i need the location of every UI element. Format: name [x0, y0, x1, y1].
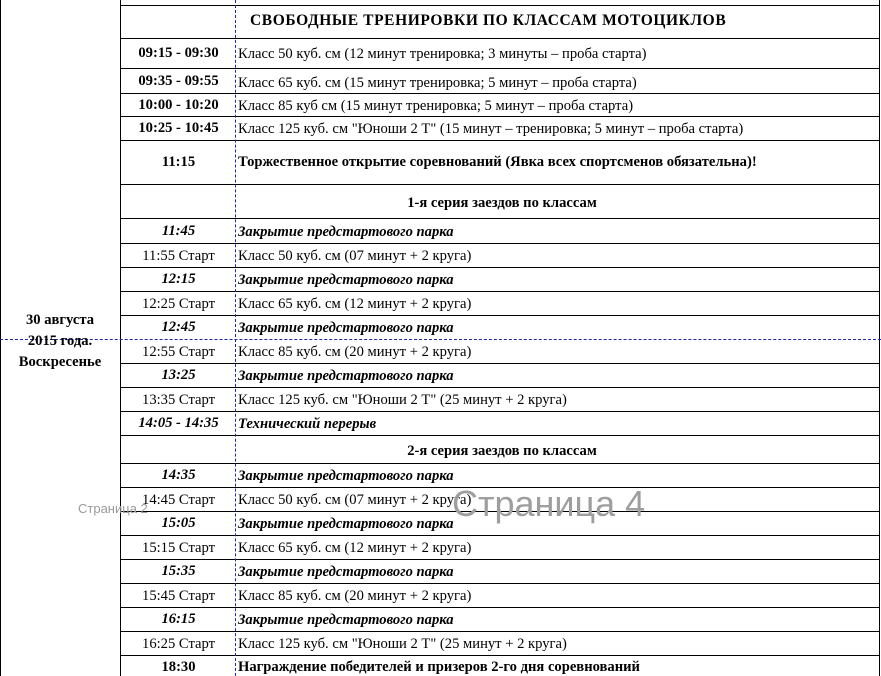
row-line [120, 38, 880, 39]
row-time: 14:45 Старт [142, 492, 215, 508]
row-line [120, 267, 880, 268]
row-description: Закрытие предстартового парка [238, 516, 454, 532]
row-line [120, 463, 880, 464]
row-time: 16:15 [161, 611, 196, 627]
row-line [120, 140, 880, 141]
row-description: Класс 85 куб. см (20 минут + 2 круга) [238, 588, 472, 604]
row-line [120, 387, 880, 388]
row-line [120, 291, 880, 292]
row-description: Закрытие предстартового парка [238, 224, 454, 240]
row-description: Закрытие предстартового парка [238, 564, 454, 580]
row-time: 12:15 [161, 271, 196, 287]
row-line [120, 535, 880, 536]
row-time: 15:45 Старт [142, 588, 215, 604]
series-heading: 1-я серия заездов по классам [407, 195, 597, 211]
section-title: СВОБОДНЫЕ ТРЕНИРОВКИ ПО КЛАССАМ МОТОЦИКЛОВ [250, 12, 727, 29]
row-time: 15:15 Старт [142, 540, 215, 556]
row-line [120, 184, 880, 185]
row-time: 14:05 - 14:35 [138, 415, 219, 431]
page-number-watermark-small: Страница 2 [78, 501, 148, 516]
row-description: Торжественное открытие соревнований (Явка всех спортсменов обязательна)! [238, 154, 757, 170]
row-time: 12:45 [161, 319, 196, 335]
row-line [120, 411, 880, 412]
row-line [120, 218, 880, 219]
row-time: 10:00 - 10:20 [138, 97, 219, 113]
page-number-watermark: Страница 4 [452, 483, 646, 524]
row-time: 14:35 [161, 467, 196, 483]
row-time: 18:30 [161, 659, 196, 675]
row-description: Класс 50 куб. см (07 минут + 2 круга) [238, 248, 472, 264]
row-description: Закрытие предстартового парка [238, 468, 454, 484]
row-description: Класс 125 куб. см "Юноши 2 Т" (15 минут – тренировка; 5 минут – проба старта) [238, 121, 744, 137]
row-line [120, 68, 880, 69]
row-time: 13:35 Старт [142, 392, 215, 408]
row-time: 15:35 [161, 563, 196, 579]
date-line-weekday: Воскресенье [18, 354, 102, 370]
row-description: Класс 125 куб. см "Юноши 2 Т" (25 минут + 2 круга) [238, 392, 567, 408]
date-cell [0, 310, 120, 373]
row-description: Класс 65 куб. см (12 минут + 2 круга) [238, 296, 472, 312]
row-time: 11:15 [161, 154, 196, 170]
row-line [120, 559, 880, 560]
row-line [120, 315, 880, 316]
row-description: Награждение победителей и призеров 2-го дня соревнований [238, 659, 640, 675]
table-right-border [879, 0, 880, 676]
row-line [120, 5, 880, 6]
row-description: Закрытие предстартового парка [238, 368, 454, 384]
row-time: 12:25 Старт [142, 296, 215, 312]
row-time: 09:35 - 09:55 [138, 73, 219, 89]
row-description: Класс 65 куб. см (12 минут + 2 круга) [238, 540, 472, 556]
row-time: 12:55 Старт [142, 344, 215, 360]
row-description: Класс 65 куб. см (15 минут тренировка; 5 минут – проба старта) [238, 75, 637, 91]
page-break-horizontal [0, 339, 881, 340]
row-description: Класс 125 куб. см "Юноши 2 Т" (25 минут + 2 круга) [238, 636, 567, 652]
row-description: Закрытие предстартового парка [238, 320, 454, 336]
row-line [120, 607, 880, 608]
row-description: Закрытие предстартового парка [238, 612, 454, 628]
row-line [120, 243, 880, 244]
row-line [120, 93, 880, 94]
row-description: Технический перерыв [238, 416, 377, 432]
row-description: Класс 85 куб см (15 минут тренировка; 5 минут – проба старта) [238, 98, 634, 114]
date-line-year: 2015 года. [27, 333, 93, 349]
row-description: Класс 50 куб. см (07 минут + 2 круга) [238, 492, 472, 508]
row-line [120, 116, 880, 117]
date-line-day: 30 августа [25, 312, 95, 328]
row-time: 15:05 [161, 515, 196, 531]
row-description: Закрытие предстартового парка [238, 272, 454, 288]
row-line [120, 631, 880, 632]
row-time: 10:25 - 10:45 [138, 120, 219, 136]
row-time: 16:25 Старт [142, 636, 215, 652]
row-time: 09:15 - 09:30 [138, 45, 219, 61]
row-description: Класс 50 куб. см (12 минут тренировка; 3 минуты – проба старта) [238, 46, 647, 62]
row-time: 11:55 Старт [142, 248, 215, 264]
row-time: 11:45 [161, 223, 196, 239]
row-line [120, 435, 880, 436]
row-line [120, 583, 880, 584]
row-line [120, 363, 880, 364]
row-description: Класс 85 куб. см (20 минут + 2 круга) [238, 344, 472, 360]
row-time: 13:25 [161, 367, 196, 383]
series-heading: 2-я серия заездов по классам [407, 443, 597, 459]
row-line [120, 655, 880, 656]
